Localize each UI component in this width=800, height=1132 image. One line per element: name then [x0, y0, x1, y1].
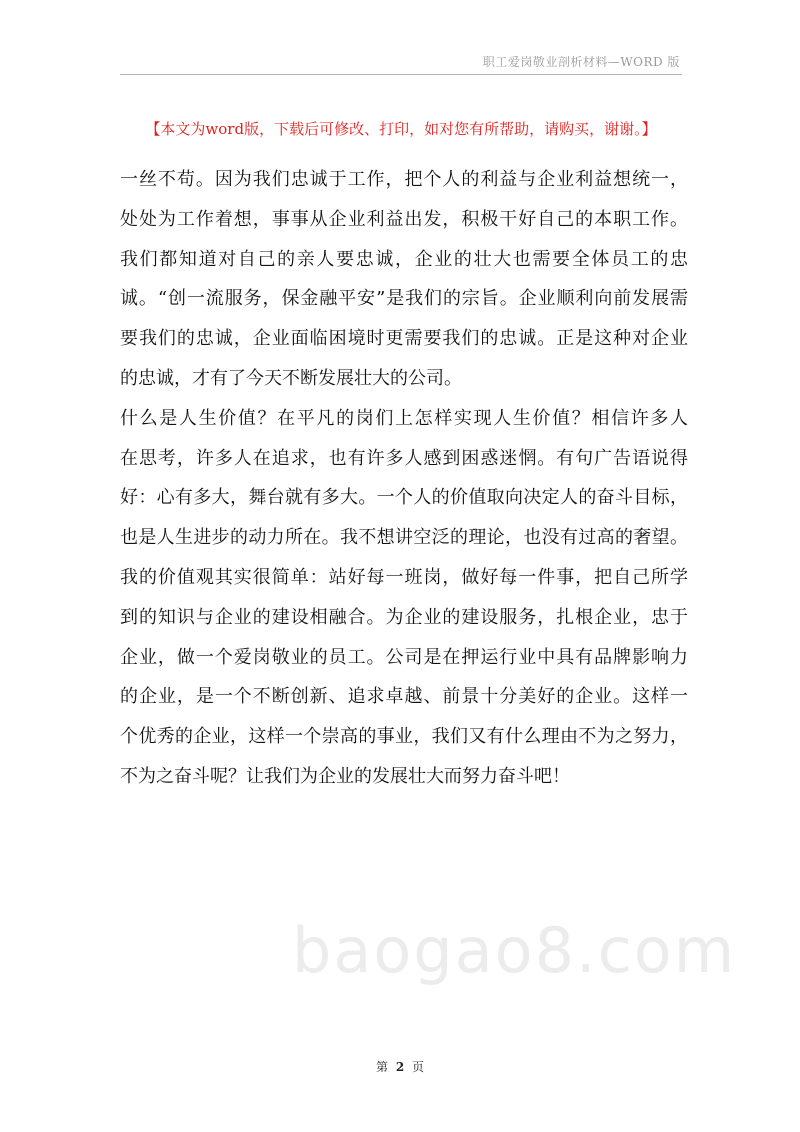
- body-line: 个优秀的企业，这样一个崇高的事业，我们又有什么理由不为之努力，: [120, 726, 688, 748]
- footer-suffix: 页: [412, 1060, 425, 1074]
- body-text: [120, 160, 688, 797]
- body-line: 要我们的忠诚，企业面临困境时更需要我们的忠诚。正是这种对企业: [120, 328, 688, 350]
- body-line: 我们都知道对自己的亲人要忠诚，企业的壮大也需要全体员工的忠: [120, 248, 688, 270]
- footer-prefix: 第: [375, 1060, 388, 1074]
- body-line: 不为之奋斗呢？让我们为企业的发展壮大而努力奋斗吧！: [120, 765, 570, 787]
- body-line: 处处为工作着想，事事从企业利益出发，积极干好自己的本职工作。: [120, 208, 688, 230]
- body-line: 在思考，许多人在追求，也有许多人感到困惑迷惘。有句广告语说得: [120, 447, 688, 469]
- page-footer: [0, 1058, 800, 1075]
- header-divider: [120, 74, 682, 75]
- body-line: 也是人生进步的动力所在。我不想讲空泛的理论，也没有过高的奢望。: [120, 527, 688, 549]
- body-line: 的企业，是一个不断创新、追求卓越、前景十分美好的企业。这样一: [120, 686, 688, 708]
- watermark: baogao8.com: [292, 914, 737, 987]
- page-number: 2: [395, 1060, 405, 1074]
- body-line: 好：心有多大，舞台就有多大。一个人的价值取向决定人的奋斗目标，: [120, 487, 688, 509]
- purchase-notice: 【本文为word版，下载后可修改、打印，如对您有所帮助，请购买，谢谢。】: [145, 120, 657, 138]
- body-line: 的忠诚，才有了今天不断发展壮大的公司。: [120, 367, 462, 389]
- body-line: 我的价值观其实很简单：站好每一班岗，做好每一件事，把自己所学: [120, 566, 688, 588]
- running-header: 职工爱岗敬业剖析材料—WORD 版: [482, 55, 680, 69]
- body-line: 诚。“创一流服务，保金融平安”是我们的宗旨。企业顺利向前发展需: [120, 288, 688, 310]
- body-line: 企业，做一个爱岗敬业的员工。公司是在押运行业中具有品牌影响力: [120, 646, 688, 668]
- body-line: 到的知识与企业的建设相融合。为企业的建设服务，扎根企业，忠于: [120, 606, 688, 628]
- body-line: 一丝不苟。因为我们忠诚于工作，把个人的利益与企业利益想统一，: [120, 169, 688, 190]
- body-line: 什么是人生价值？在平凡的岗们上怎样实现人生价值？相信许多人: [120, 407, 688, 429]
